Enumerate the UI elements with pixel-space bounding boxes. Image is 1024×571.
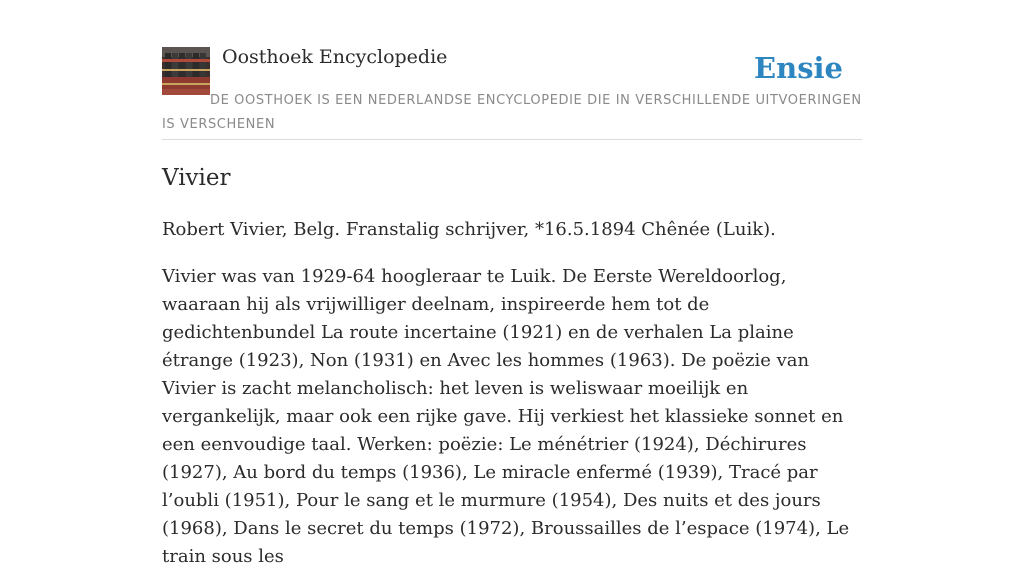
site-title[interactable]: Oosthoek Encyclopedie bbox=[222, 46, 448, 68]
encyclopedia-books-icon bbox=[162, 47, 210, 95]
site-avatar[interactable] bbox=[162, 47, 210, 95]
header-divider bbox=[162, 139, 862, 140]
ensie-logo-link[interactable]: Ensie bbox=[754, 51, 843, 85]
article-body: Vivier was van 1929-64 hoogleraar te Luik. De Eerste Wereldoorlog, waaraan hij als vrijwilliger deelnam, inspireerde hem tot de gedichtenbundel La route incertaine (1921) en de verhalen La plaine étrange (1923), Non (1931) en Avec les hommes (1963). De poëzie van Vivier is zacht melancholisch: het leven is weliswaar moeilijk en vergankelijk, maar ook een rijke gave. Hij verkiest het klassieke sonnet en een eenvoudige taal. Werken: poëzie: Le ménétrier (1924), Déchirures (1927), Au bord du temps (1936), Le miracle enfermé (1939), Tracé par l’oubli (1951), Pour le sang et le murmure (1954), Des nuits et des jours (1968), Dans le secret du temps (1972), Broussailles de l’espace (1974), Le train sous les bbox=[162, 266, 850, 567]
article-lead: Robert Vivier, Belg. Franstalig schrijver, *16.5.1894 Chênée (Luik). bbox=[162, 219, 776, 240]
site-tagline: DE OOSTHOEK IS EEN NEDERLANDSE ENCYCLOPEDIE DIE IN VERSCHILLENDE UITVOERINGEN IS VERSCHENEN bbox=[162, 93, 862, 132]
page-title: Vivier bbox=[162, 165, 231, 191]
